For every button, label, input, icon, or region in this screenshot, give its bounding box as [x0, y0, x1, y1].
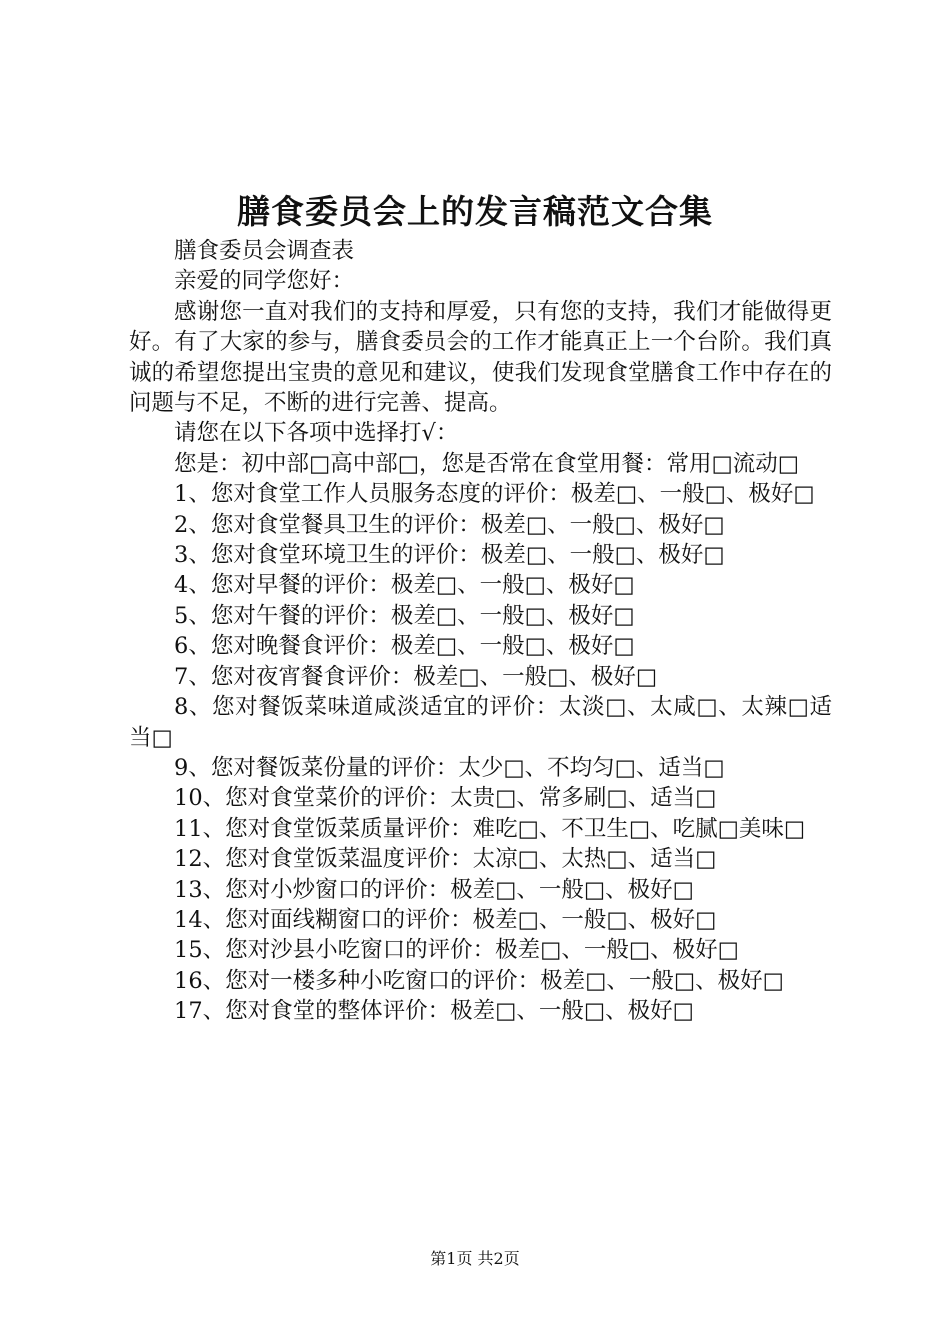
question-7: 7、您对夜宵餐食评价：极差□、一般□、极好□: [174, 663, 658, 690]
paragraph-heading: 膳食委员会调查表: [174, 238, 355, 264]
document-title: 膳食委员会上的发言稿范文合集: [237, 192, 713, 231]
question-4: 4、您对早餐的评价：极差□、一般□、极好□: [174, 572, 635, 599]
question-13: 13、您对小炒窗口的评价：极差□、一般□、极好□: [174, 876, 694, 903]
question-15: 15、您对沙县小吃窗口的评价：极差□、一般□、极好□: [174, 937, 739, 964]
question-14: 14、您对面线糊窗口的评价：极差□、一般□、极好□: [174, 906, 717, 933]
paragraph-intro: 感谢您一直对我们的支持和厚爱，只有您的支持，我们才能做得更好。有了大家的参与，膳食委员会的工作才能真正上一个台阶。我们真诚的希望您提出宝贵的意见和建议，使我们发现食堂膳食工作中存在的问题与不足，不断的进行完善、提高。: [129, 298, 832, 417]
question-9: 9、您对餐饭菜份量的评价：太少□、不均匀□、适当□: [174, 754, 725, 781]
question-16: 16、您对一楼多种小吃窗口的评价：极差□、一般□、极好□: [174, 967, 784, 994]
paragraph-instruction: 请您在以下各项中选择打√：: [174, 420, 459, 447]
question-2: 2、您对食堂餐具卫生的评价：极差□、一般□、极好□: [174, 511, 725, 538]
question-17: 17、您对食堂的整体评价：极差□、一般□、极好□: [174, 998, 694, 1025]
question-3: 3、您对食堂环境卫生的评价：极差□、一般□、极好□: [174, 542, 725, 569]
question-11: 11、您对食堂饭菜质量评价：难吃□、不卫生□、吃腻□美味□: [174, 815, 806, 842]
question-5: 5、您对午餐的评价：极差□、一般□、极好□: [174, 602, 635, 629]
question-12: 12、您对食堂饭菜温度评价：太凉□、太热□、适当□: [174, 846, 717, 873]
paragraph-greeting: 亲爱的同学您好：: [174, 268, 355, 295]
question-identity: 您是：初中部□高中部□，您是否常在食堂用餐：常用□流动□: [174, 450, 800, 477]
document-body: [129, 236, 832, 1027]
question-6: 6、您对晚餐食评价：极差□、一般□、极好□: [174, 633, 635, 660]
question-10: 10、您对食堂菜价的评价：太贵□、常多刷□、适当□: [174, 785, 717, 812]
question-1: 1、您对食堂工作人员服务态度的评价：极差□、一般□、极好□: [174, 481, 815, 508]
question-8: 8、您对餐饭菜味道咸淡适宜的评价：太淡□、太咸□、太辣□适当□: [129, 694, 832, 751]
page-footer: 第1页 共2页: [430, 1249, 520, 1268]
